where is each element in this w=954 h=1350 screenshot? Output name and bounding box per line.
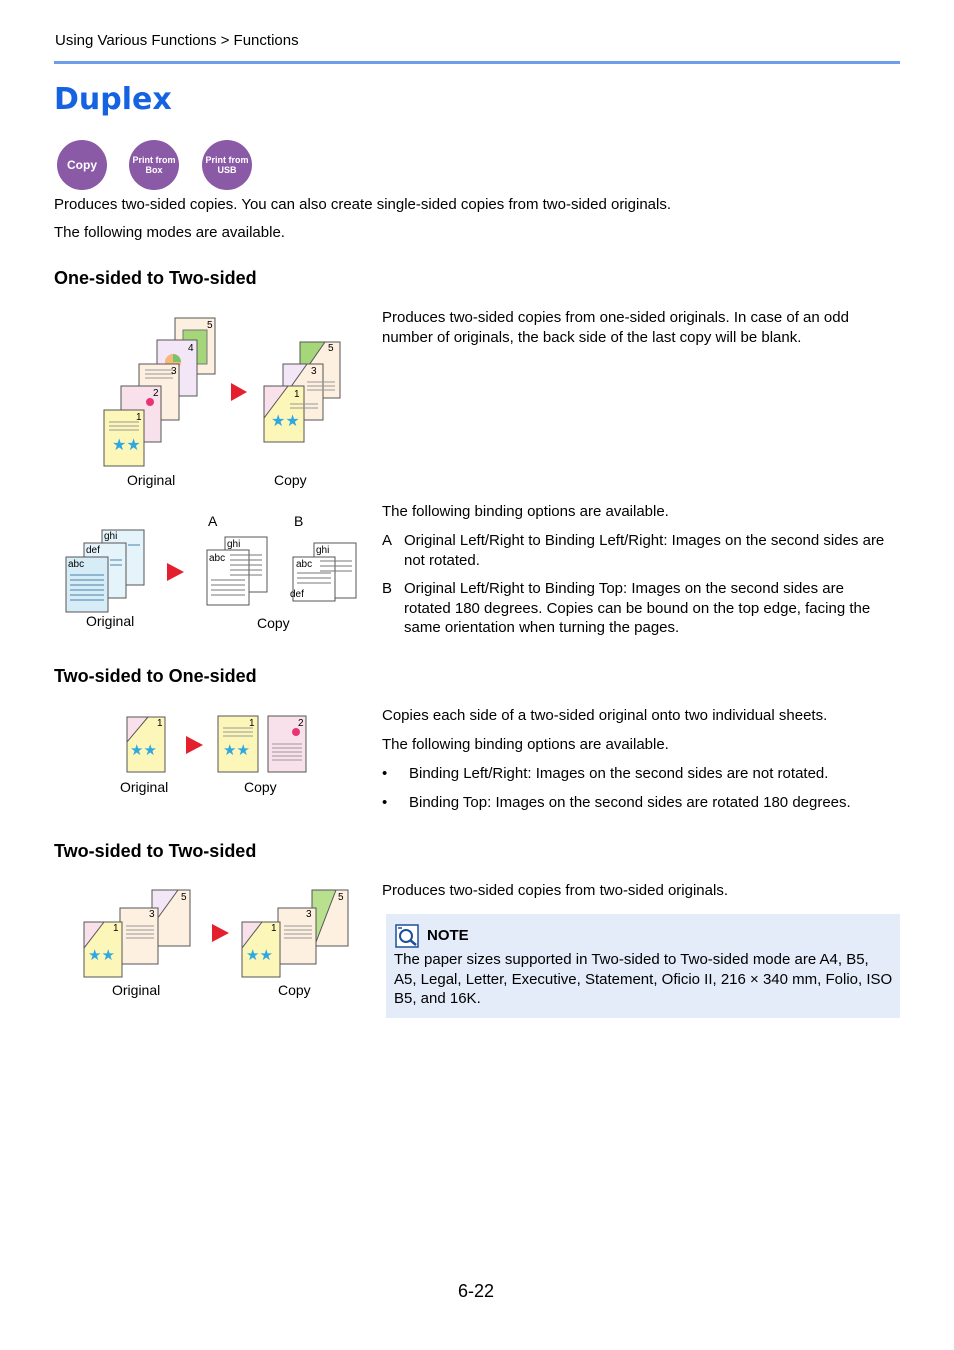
page-number: 1 <box>249 718 255 729</box>
section-heading-two-to-two: Two-sided to Two-sided <box>54 841 257 861</box>
section-heading-two-to-one: Two-sided to One-sided <box>54 666 257 686</box>
copy-stack <box>264 342 340 442</box>
svg-text:★★: ★★ <box>223 742 250 759</box>
bullet-text: Binding Left/Right: Images on the second sides are not rotated. <box>409 765 829 782</box>
page-number: 3 <box>306 909 312 920</box>
page-number: 3 <box>149 909 155 920</box>
badge-sublabel: USB <box>217 165 237 175</box>
page-number: 3 <box>311 366 317 377</box>
sample-label: abc <box>296 559 313 570</box>
binding-option-a <box>382 531 894 570</box>
original-abc-stack <box>66 530 144 612</box>
copy-stack <box>242 890 348 977</box>
page-number: 4 <box>188 343 194 354</box>
sample-label: ghi <box>104 531 118 542</box>
badge-sublabel: Box <box>145 165 163 175</box>
page-number: 5 <box>207 320 213 331</box>
two-to-one-description: Copies each side of a two-sided original onto two individual sheets. <box>382 707 828 724</box>
svg-text:★★: ★★ <box>271 413 300 430</box>
two-to-two-description: Produces two-sided copies from two-sided originals. <box>382 882 728 899</box>
intro-paragraph: Produces two-sided copies. You can also create single-sided copies from two-sided originals. <box>54 196 671 213</box>
sample-label: abc <box>68 559 85 570</box>
page-number: 1 <box>113 923 119 934</box>
svg-text:★★: ★★ <box>88 947 115 964</box>
original-stack <box>104 318 215 466</box>
page-number: 5 <box>328 343 334 354</box>
binding-options-intro: The following binding options are available. <box>382 503 669 520</box>
page-title: Duplex <box>54 82 172 117</box>
bullet-marker: • <box>382 765 388 782</box>
sample-label: abc <box>209 553 226 564</box>
one-to-two-description: Produces two-sided copies from one-sided originals. In case of an odd number of originals, the back side of the last copy will be blank. <box>382 309 849 346</box>
sample-label: def <box>86 545 100 556</box>
figure-label-original: Original <box>127 472 176 488</box>
option-marker: A <box>382 532 393 549</box>
page-number: 3 <box>171 366 177 377</box>
arrow-icon <box>212 924 229 942</box>
option-text: Original Left/Right to Binding Top: Images on the second sides are rotated 180 degrees. Copies can be bound on the top edge, facing the same orientation when turning the pages. <box>404 580 871 636</box>
badge-label: Print from <box>205 155 249 165</box>
copy-badge <box>57 140 107 190</box>
copy-a-stack <box>207 537 267 605</box>
badge-label: Copy <box>67 158 97 172</box>
print-from-usb-badge <box>202 140 252 190</box>
page-number: 1 <box>294 389 300 400</box>
copy-sheets <box>218 716 306 772</box>
binding-option-b <box>382 579 894 638</box>
svg-text:★★: ★★ <box>130 742 157 759</box>
original-stack <box>84 890 190 977</box>
arrow-icon <box>231 383 247 401</box>
print-from-box-badge <box>129 140 179 190</box>
section-heading-one-to-two: One-sided to Two-sided <box>54 268 257 288</box>
option-marker: B <box>382 580 393 597</box>
figure-label-copy: Copy <box>274 472 307 488</box>
bullet-marker: • <box>382 794 388 811</box>
breadcrumb[interactable]: Using Various Functions > Functions <box>55 32 299 49</box>
page-number: 2 <box>298 718 304 729</box>
option-b-label: B <box>294 513 304 529</box>
badge-label: Print from <box>132 155 176 165</box>
svg-text:★★: ★★ <box>112 437 141 454</box>
copy-b-stack <box>290 543 356 601</box>
page-number: 5 <box>338 892 344 903</box>
page-number: 5 <box>181 892 187 903</box>
original-sheet <box>127 717 165 772</box>
two-to-one-figure <box>120 712 320 777</box>
sample-label: ghi <box>227 539 241 550</box>
bullet-text: Binding Top: Images on the second sides are rotated 180 degrees. <box>409 794 851 811</box>
option-text: Original Left/Right to Binding Left/Right: Images on the second sides are not rotated. <box>404 532 885 569</box>
binding-options-intro: The following binding options are available. <box>382 736 669 753</box>
one-to-two-figure <box>95 312 355 472</box>
note-box <box>386 914 900 1018</box>
figure-label-original: Original <box>112 982 161 998</box>
modes-intro: The following modes are available. <box>54 224 285 241</box>
figure-label-copy: Copy <box>244 779 277 795</box>
sample-label: ghi <box>316 545 330 556</box>
two-to-two-figure <box>80 886 360 982</box>
page-number: 1 <box>136 412 142 423</box>
arrow-icon <box>186 736 203 754</box>
bullet-item <box>382 793 851 813</box>
page-number: 2 <box>153 388 159 399</box>
svg-text:★★: ★★ <box>246 947 273 964</box>
note-label: NOTE <box>427 927 469 944</box>
binding-options-figure <box>60 525 360 615</box>
figure-label-original: Original <box>86 613 135 629</box>
figure-label-copy: Copy <box>257 615 290 631</box>
page-number-footer: 6-22 <box>458 1281 495 1301</box>
header-rule <box>54 61 900 64</box>
option-a-label: A <box>208 513 218 529</box>
note-text: The paper sizes supported in Two-sided to Two-sided mode are A4, B5, A5, Legal, Letter, Executive, Statement, Oficio II, 216 × 340 mm, Folio, ISO B5, and 16K. <box>394 951 893 1007</box>
figure-label-original: Original <box>120 779 169 795</box>
sample-label: def <box>290 589 304 600</box>
arrow-icon <box>167 563 184 581</box>
note-icon <box>395 924 419 948</box>
page-number: 1 <box>157 718 163 729</box>
figure-label-copy: Copy <box>278 982 311 998</box>
bullet-item <box>382 764 828 784</box>
page-number: 1 <box>271 923 277 934</box>
